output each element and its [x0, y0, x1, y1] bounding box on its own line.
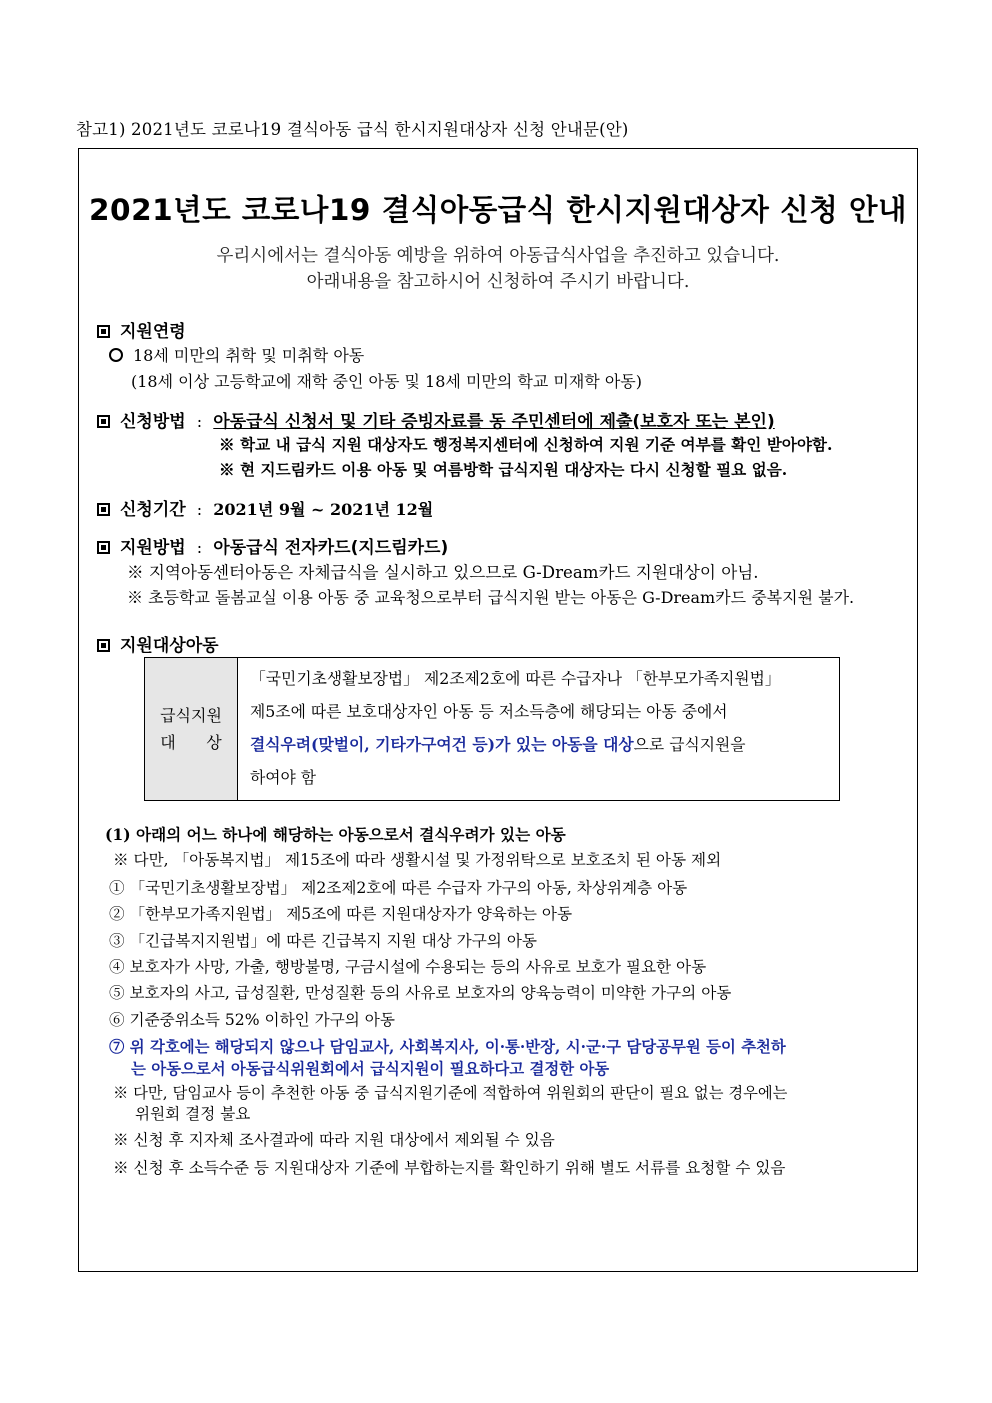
- method-note-2: ※ 현 지드림카드 이용 아동 및 여름방학 급식지원 대상자는 다시 신청할 필요 없음.: [219, 460, 788, 479]
- support-note-2: ※ 초등학교 돌봄교실 이용 아동 중 교육청으로부터 급식지원 받는 아동은 G-Dream카드 중복지원 불가.: [127, 588, 855, 607]
- list-footnote: ※ 신청 후 소득수준 등 지원대상자 기준에 부합하는지를 확인하기 위해 별도 서류를 요청할 수 있음: [113, 1159, 786, 1177]
- list-item-7-line-2: 는 아동으로서 아동급식위원회에서 급식지원이 필요하다고 결정한 아동: [131, 1060, 610, 1078]
- method-value: 아동급식 신청서 및 기타 증빙자료를 동 주민센터에 제출(보호자 또는 본인): [213, 412, 775, 432]
- target-table-content: 「국민기초생활보장법」 제2조제2호에 따른 수급자나 「한부모가족지원법」 제5조에 따른 보호대상자인 아동 등 저소득층에 해당되는 아동 중에서 결식우려(맞벌이, 기타가구여건 등)가 있는 아동을 대상으로 급식지원을 하여야 함: [238, 658, 840, 801]
- period-row: 신청기간 : 2021년 9월 ~ 2021년 12월: [97, 495, 433, 520]
- square-bullet-icon: [97, 415, 110, 428]
- target-table: [144, 657, 840, 801]
- list-heading: (1) 아래의 어느 하나에 해당하는 아동으로서 결식우려가 있는 아동: [105, 825, 566, 844]
- period-heading: 신청기간: [120, 500, 186, 520]
- method-row: 신청방법 : 아동급식 신청서 및 기타 증빙자료를 동 주민센터에 제출(보호자 또는 본인): [97, 407, 775, 432]
- list-item: ① 「국민기초생활보장법」 제2조제2호에 따른 수급자 가구의 아동, 차상위계층 아동: [109, 879, 688, 897]
- target-table-label: 급식지원 대 상: [145, 658, 238, 801]
- support-value: 아동급식 전자카드(지드림카드): [213, 538, 449, 558]
- list-note: ※ 다만, 「아동복지법」 제15조에 따라 생활시설 및 가정위탁으로 보호조치 된 아동 제외: [113, 851, 722, 869]
- reference-header: 참고1) 2021년도 코로나19 결식아동 급식 한시지원대상자 신청 안내문(안): [76, 120, 629, 139]
- target-highlight: 결식우려(맞벌이, 기타가구여건 등)가 있는 아동을 대상: [250, 735, 634, 754]
- intro-line-1: 우리시에서는 결식아동 예방을 위하여 아동급식사업을 추진하고 있습니다.: [216, 246, 780, 266]
- target-heading: 지원대상아동: [97, 631, 219, 656]
- method-note-1: ※ 학교 내 급식 지원 대상자도 행정복지센터에 신청하여 지원 기준 여부를 확인 받아야함.: [219, 435, 833, 454]
- age-heading: 지원연령: [97, 317, 186, 342]
- list-footnote: ※ 신청 후 지자체 조사결과에 따라 지원 대상에서 제외될 수 있음: [113, 1131, 555, 1149]
- period-value: 2021년 9월 ~ 2021년 12월: [213, 500, 434, 519]
- square-bullet-icon: [97, 325, 110, 338]
- square-bullet-icon: [97, 639, 110, 652]
- list-item: ⑤ 보호자의 사고, 급성질환, 만성질환 등의 사유로 보호자의 양육능력이 미약한 가구의 아동: [109, 984, 732, 1002]
- list-footnote-cont: 위원회 결정 불요: [135, 1105, 251, 1123]
- list-item: ⑥ 기준중위소득 52% 이하인 가구의 아동: [109, 1011, 395, 1029]
- list-item-7-line-1: ⑦ 위 각호에는 해당되지 않으나 담임교사, 사회복지사, 이·통·반장, 시·군·구 담당공무원 등이 추천하: [109, 1038, 786, 1056]
- intro: [79, 243, 917, 295]
- age-item: 18세 미만의 취학 및 미취학 아동: [109, 343, 364, 366]
- square-bullet-icon: [97, 541, 110, 554]
- notice-title: 2021년도 코로나19 결식아동급식 한시지원대상자 신청 안내: [89, 193, 907, 227]
- method-heading: 신청방법: [120, 412, 186, 432]
- list-footnote: ※ 다만, 담임교사 등이 추천한 아동 중 급식지원기준에 적합하여 위원회의 판단이 필요 없는 경우에는: [113, 1084, 788, 1102]
- intro-line-2: 아래내용을 참고하시어 신청하여 주시기 바랍니다.: [306, 272, 690, 292]
- age-note: (18세 이상 고등학교에 재학 중인 아동 및 18세 미만의 학교 미재학 아동): [131, 372, 643, 391]
- notice-frame: [78, 148, 918, 1272]
- list-item: ② 「한부모가족지원법」 제5조에 따른 지원대상자가 양육하는 아동: [109, 905, 573, 923]
- support-heading: 지원방법: [120, 538, 186, 558]
- support-note-1: ※ 지역아동센터아동은 자체급식을 실시하고 있으므로 G-Dream카드 지원대상이 아님.: [127, 563, 759, 582]
- square-bullet-icon: [97, 503, 110, 516]
- list-item: ④ 보호자가 사망, 가출, 행방불명, 구금시설에 수용되는 등의 사유로 보호가 필요한 아동: [109, 958, 707, 976]
- circle-bullet-icon: [109, 348, 123, 362]
- support-row: 지원방법 : 아동급식 전자카드(지드림카드): [97, 533, 448, 558]
- list-item: ③ 「긴급복지지원법」에 따른 긴급복지 지원 대상 가구의 아동: [109, 932, 537, 950]
